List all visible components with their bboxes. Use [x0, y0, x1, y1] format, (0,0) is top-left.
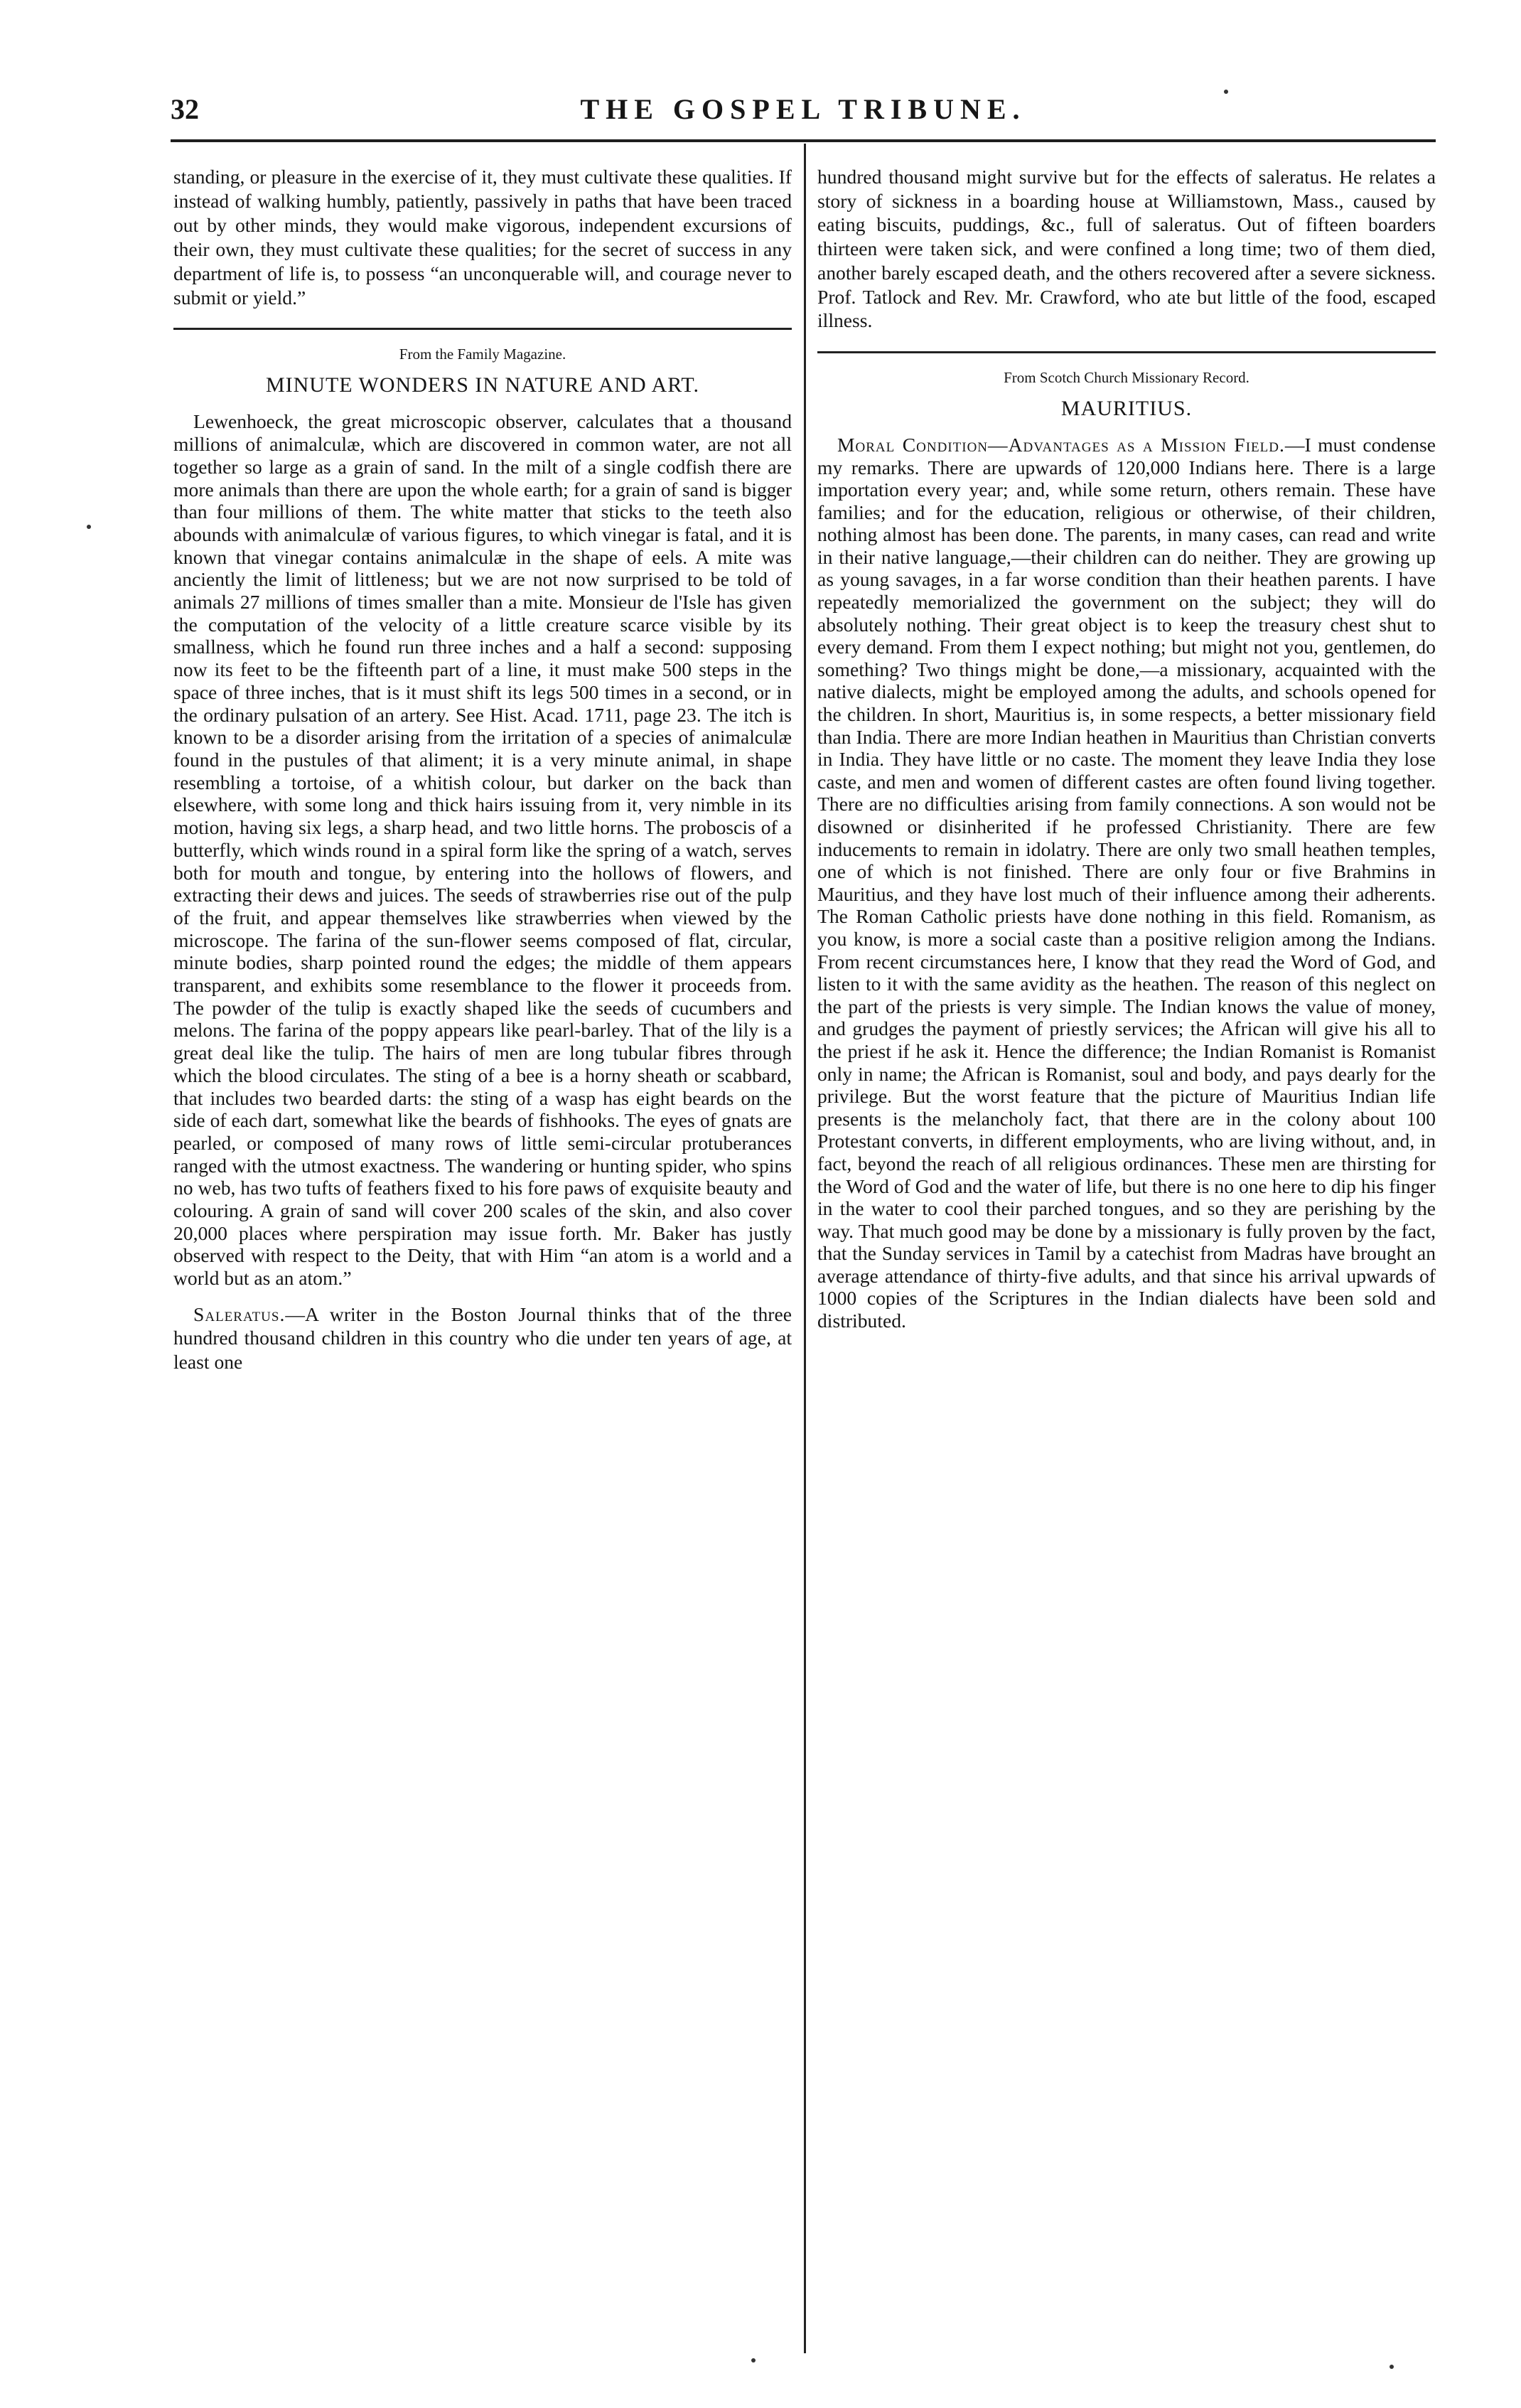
- article-body: [817, 434, 1436, 1332]
- article-title: MINUTE WONDERS IN NATURE AND ART.: [265, 373, 700, 397]
- header-rule: [171, 139, 1436, 142]
- right-column: [817, 165, 1436, 1332]
- continued-paragraph: hundred thousand might survive but for the effects of saleratus. He relates a story of sickness in a boarding house at Williamstown, Mass., caused by eating biscuits, puddings, &c., full of saleratus. Out of fifteen boarders thirteen were taken sick, and were confined a long time; two of them died, another barely escaped death, and the others recovered after a severe sickness. Prof. Tatlock and Rev. Mr. Crawford, who ate but little of the food, escaped illness.: [817, 166, 1436, 332]
- journal-title: THE GOSPEL TRIBUNE.: [580, 93, 1026, 125]
- article-source: From Scotch Church Missionary Record.: [1004, 368, 1249, 386]
- article-body: Lewenhoeck, the great microscopic observer, calculates that a thousand millions of animalculæ, which are discovered in common water, are not all together so large as a grain of sand. In the milt of a single codfish there are more animals than there are upon the whole earth; for a grain of sand is bigger than four millions of them. The white matter that sticks to the teeth also abounds with animalculæ of various figures, to which vinegar is fatal, and it is known that vinegar contains animalculæ in the shape of eels. A mite was anciently the limit of littleness; but we are not now surprised to be told of animals 27 millions of times smaller than a mite. Monsieur de l'Isle has given the computation of the velocity of a little creature scarce visible by its smallness, which he found run three inches and a half a second: supposing now its feet to be the fifteenth part of a line, it must make 500 steps in the space of three inches, that is it must shift its legs 500 times in a second, or in the ordinary pulsation of an artery. See Hist. Acad. 1711, page 23. The itch is known to be a disorder arising from the irritation of a species of animalculæ found in the pustules of that aliment; it is a very minute animal, in shape resembling a tortoise, of a whitish colour, but darker on the back than elsewhere, with some long and thick hairs issuing from it, very nimble in its motion, having six legs, a sharp head, and two little horns. The proboscis of a butterfly, which winds round in a spiral form like the spring of a watch, serves both for mouth and tongue, by entering into the hollows of flowers, and extracting their dews and juices. The seeds of strawberries rise out of the pulp of the fruit, and appear themselves like strawberries when viewed by the microscope. The farina of the sun-flower seems composed of flat, circular, minute bodies, sharp pointed round the edges; the middle of them appears transparent, and exhibits some resemblance to the flower it proceeds from. The powder of the tulip is exactly shaped like the seeds of cucumbers and melons. The farina of the poppy appears like pearl-barley. That of the lily is a great deal like the tulip. The hairs of men are long tubular fibres through which the blood circulates. The sting of a bee is a horny sheath or scabbard, that includes two bearded darts: the sting of a wasp has eight beards on the side of each dart, somewhat like the beards of fishhooks. The eyes of gnats are pearled, or composed of many rows of little semi-circular protuberances ranged with the utmost exactness. The wandering or hunting spider, who spins no web, has two tufts of feathers fixed to his fore paws of exquisite beauty and colouring. A grain of sand will cover 200 scales of the skin, and also cover 20,000 places where perspiration may issue forth. Mr. Baker has justly observed with respect to the Deity, that with Him “an atom is a world and a world but as an atom.”: [173, 410, 792, 1290]
- page-header: [171, 90, 1436, 129]
- paragraph-lead: Saleratus.: [193, 1302, 286, 1325]
- paragraph-text: —A writer in the Boston Journal thinks that of the three hundred thousand children in this country who die under ten years of age, at least one: [173, 1302, 792, 1373]
- saleratus-paragraph: [173, 1302, 792, 1374]
- paragraph-lead: Moral Condition—Advantages as a Mission Field.: [837, 433, 1285, 456]
- column-divider: [804, 144, 806, 2353]
- print-speck: [751, 2358, 756, 2362]
- print-speck: [1224, 90, 1228, 94]
- print-speck: [87, 525, 91, 529]
- section-rule: [173, 328, 792, 330]
- article-title: MAURITIUS.: [1060, 396, 1193, 420]
- article-source: From the Family Magazine.: [399, 346, 566, 363]
- print-speck: [1390, 2365, 1394, 2369]
- continued-paragraph: standing, or pleasure in the exercise of it, they must cultivate these qualities. If instead of walking humbly, patiently, passively in paths that have been traced out by other minds, they would make vigorous, independent excursions of their own, they must cultivate these qualities; for the secret of success in any department of life is, to possess “an unconquerable will, and courage never to submit or yield.”: [173, 166, 792, 309]
- page-number: 32: [171, 93, 199, 125]
- paragraph-text: —I must condense my remarks. There are upwards of 120,000 Indians here. There is a large importation every year; and, while some return, others remain. These have families; and for the education, religious or otherwise, of their children, nothing almost has been done. The parents, in many cases, can read and write in their native language,—their children can do neither. They are growing up as young savages, in a far worse condition than their heathen parents. I have repeatedly memorialized the government on the subject; they will do absolutely nothing. Their great object is to keep the treasury chest shut to every demand. From them I expect nothing; but might not you, gentlemen, do something? Two things might be done,—a missionary, acquainted with the native dialects, might be employed among the adults, and schools opened for the children. In short, Mauritius is, in some respects, a better missionary field than India. There are more Indian heathen in Mauritius than Christian converts in India. They have little or no caste. The moment they leave India they lose caste, and men and women of different castes are often found living together. There are no difficulties arising from family connections. A son would not be disowned or disinherited if he professed Christianity. There are few inducements to remain in idolatry. There are only two small heathen temples, one of which is not finished. There are only four or five Brahmins in Mauritius, and they have lost much of their influence among their adherents. The Roman Catholic priests have done nothing in this field. Romanism, as you know, is more a social caste than a positive religion among the Indians. From recent circumstances here, I know that they read the Word of God, and listen to it with the same avidity as the heathen. The reason of this neglect on the part of the priests is very simple. The Indian knows the value of money, and grudges the payment of priestly services; the African will give his all to the priest if he ask it. Hence the difference; the Indian Romanist is Romanist only in name; the African is Romanist, soul and body, and pays dearly for the privilege. But the worst feature that the picture of Mauritius Indian life presents is the melancholy fact, that there are in the colony about 100 Protestant converts, in different employments, who are living without, and, in fact, beyond the reach of all religious ordinances. These men are thirsting for the Word of God and the water of life, but there is no one here to dip his finger in the water to cool their parched tongues, and so they are perishing by the way. That much good may be done by a missionary is fully proven by the fact, that the Sunday services in Tamil by a catechist from Madras have brought an average attendance of thirty-five adults, and that since his arrival upwards of 1000 copies of the Scriptures in the Indian dialects have been sold and distributed.: [817, 433, 1436, 1332]
- section-rule: [817, 351, 1436, 353]
- left-column: [173, 165, 792, 1374]
